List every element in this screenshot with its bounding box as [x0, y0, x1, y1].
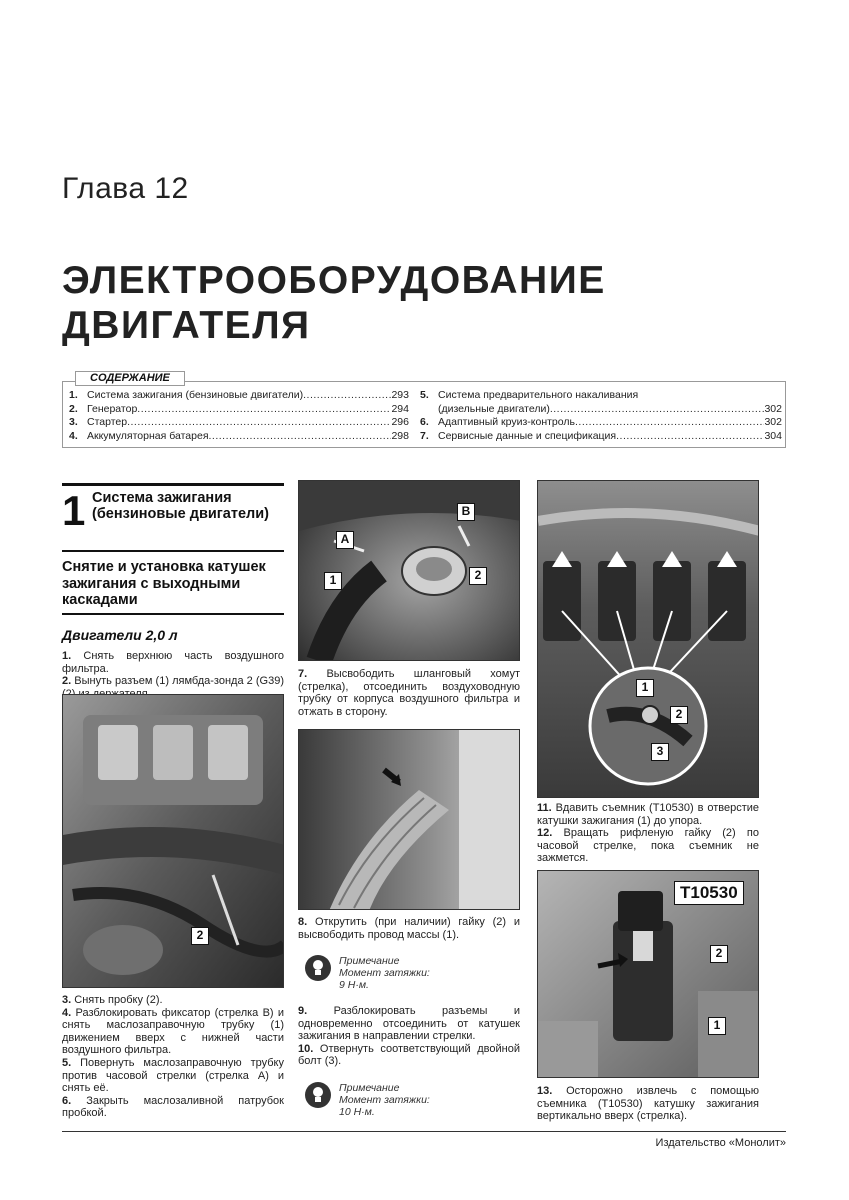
contents-label: СОДЕРЖАНИЕ — [75, 371, 185, 386]
subsection-rule — [62, 613, 284, 615]
page-title-line-1: ЭЛЕКТРООБОРУДОВАНИЕ — [62, 259, 606, 302]
lightbulb-icon — [305, 1082, 331, 1108]
callout-2: 2 — [191, 927, 209, 945]
photo-3-image — [299, 730, 520, 910]
contents-column-left — [69, 389, 409, 443]
photo-coil-puller — [537, 870, 759, 1078]
steps-1-2 — [62, 650, 284, 700]
chapter-label: Глава 12 — [62, 172, 189, 205]
contents-item[interactable]: 7. Сервисные данные и спецификация ..... 304 — [420, 430, 782, 444]
step-2: 2. Вынуть разъем (1) лямбда-зонда 2 (G39) — [62, 675, 285, 688]
callout-1: 1 — [636, 679, 654, 697]
photo-air-duct — [298, 729, 520, 910]
contents-item[interactable]: 2. Генератор ..... 294 — [69, 403, 409, 417]
callout-1: 1 — [708, 1017, 726, 1035]
step-7: 7. Высвободить шланговый хомут (стрелка), отсоединить воздуховодную трубку от корпуса воздушного фильтра и отжать в сторону. — [298, 668, 520, 718]
photo-4-image — [538, 481, 759, 798]
step-1: 1. Снять верхнюю часть воздушного фильтра. — [62, 650, 285, 675]
callout-2: 2 — [710, 945, 728, 963]
callout-1: 1 — [324, 572, 342, 590]
step-12: 12. Вращать рифленую гайку (2) по часовой стрелке, пока съемник не зажмется. — [537, 827, 759, 865]
callout-arrow-b: B — [457, 503, 475, 521]
step-4: 4. Разблокировать фиксатор (стрелка B) и снять маслозаправочную трубку (1) движением вверх с нижней части воздушного фильтра. — [62, 1006, 284, 1057]
section-number: 1 — [62, 487, 86, 534]
contents-column-right — [420, 389, 782, 443]
page-title — [62, 258, 782, 348]
step-6: 6. Закрыть маслозаливной патрубок пробкой. — [62, 1094, 284, 1120]
contents-item[interactable]: 6. Адаптивный круиз-контроль ..... 302 — [420, 416, 782, 430]
callout-2: 2 — [670, 706, 688, 724]
note-torque-9: Примечание Момент затяжки: 9 Н·м. — [305, 955, 430, 991]
callout-3: 3 — [651, 743, 669, 761]
footer-rule — [62, 1131, 786, 1132]
step-13: 13. Осторожно извлечь с помощью съемника (T10530) катушку зажигания вертикально вверх (стрелка). — [537, 1085, 759, 1123]
contents-item[interactable]: 5. Система предварительного накаливания — [420, 389, 639, 401]
engine-heading: Двигатели 2,0 л — [62, 627, 178, 643]
photo-ignition-coils — [62, 694, 284, 988]
section-top-rule — [62, 483, 284, 486]
section-bottom-rule — [62, 550, 284, 552]
photo-oil-filler — [298, 480, 520, 661]
page-title-line-2: ДВИГАТЕЛЯ — [62, 304, 311, 347]
contents-item[interactable]: (дизельные двигатели) ..... 302 — [420, 403, 782, 417]
contents-item[interactable]: 4. Аккумуляторная батарея ..... 298 — [69, 430, 409, 444]
step-10: 10. Отвернуть соответствующий двойной болт (3). — [298, 1042, 521, 1068]
tool-label-t10530: T10530 — [674, 881, 744, 905]
callout-arrow-a: A — [336, 531, 354, 549]
contents-box — [62, 381, 786, 448]
step-11: 11. Вдавить съемник (T10530) в отверстие катушки зажигания (1) до упора. — [537, 802, 760, 827]
lightbulb-icon — [305, 955, 331, 981]
steps-9-10 — [298, 1005, 520, 1068]
note-torque-10: Примечание Момент затяжки: 10 Н·м. — [305, 1082, 430, 1118]
section-title: Система зажигания (бензиновые двигатели) — [92, 490, 269, 522]
publisher-footer: Издательство «Монолит» — [655, 1137, 786, 1149]
steps-3-6 — [62, 994, 284, 1120]
contents-item[interactable]: 1. Система зажигания (бензиновые двигатели) ..... 293 — [69, 389, 409, 403]
step-5: 5. Повернуть маслозаправочную трубку против часовой стрелки (стрелка A) и снять её. — [62, 1056, 284, 1095]
callout-2: 2 — [469, 567, 487, 585]
contents-item[interactable]: 3. Стартер ..... 296 — [69, 416, 409, 430]
photo-coil-connectors — [537, 480, 759, 798]
step-8: 8. Открутить (при наличии) гайку (2) и высвободить провод массы (1). — [298, 916, 520, 941]
steps-11-12 — [537, 802, 759, 865]
photo-1-image — [63, 695, 284, 988]
step-9: 9. Разблокировать разъемы и одновременно отсоединить от катушек зажигания в направлении стрелки. — [298, 1005, 520, 1043]
subsection-title: Снятие и установка катушек зажигания с выходными каскадами — [62, 559, 266, 608]
step-3: 3. Снять пробку (2). — [62, 994, 163, 1006]
